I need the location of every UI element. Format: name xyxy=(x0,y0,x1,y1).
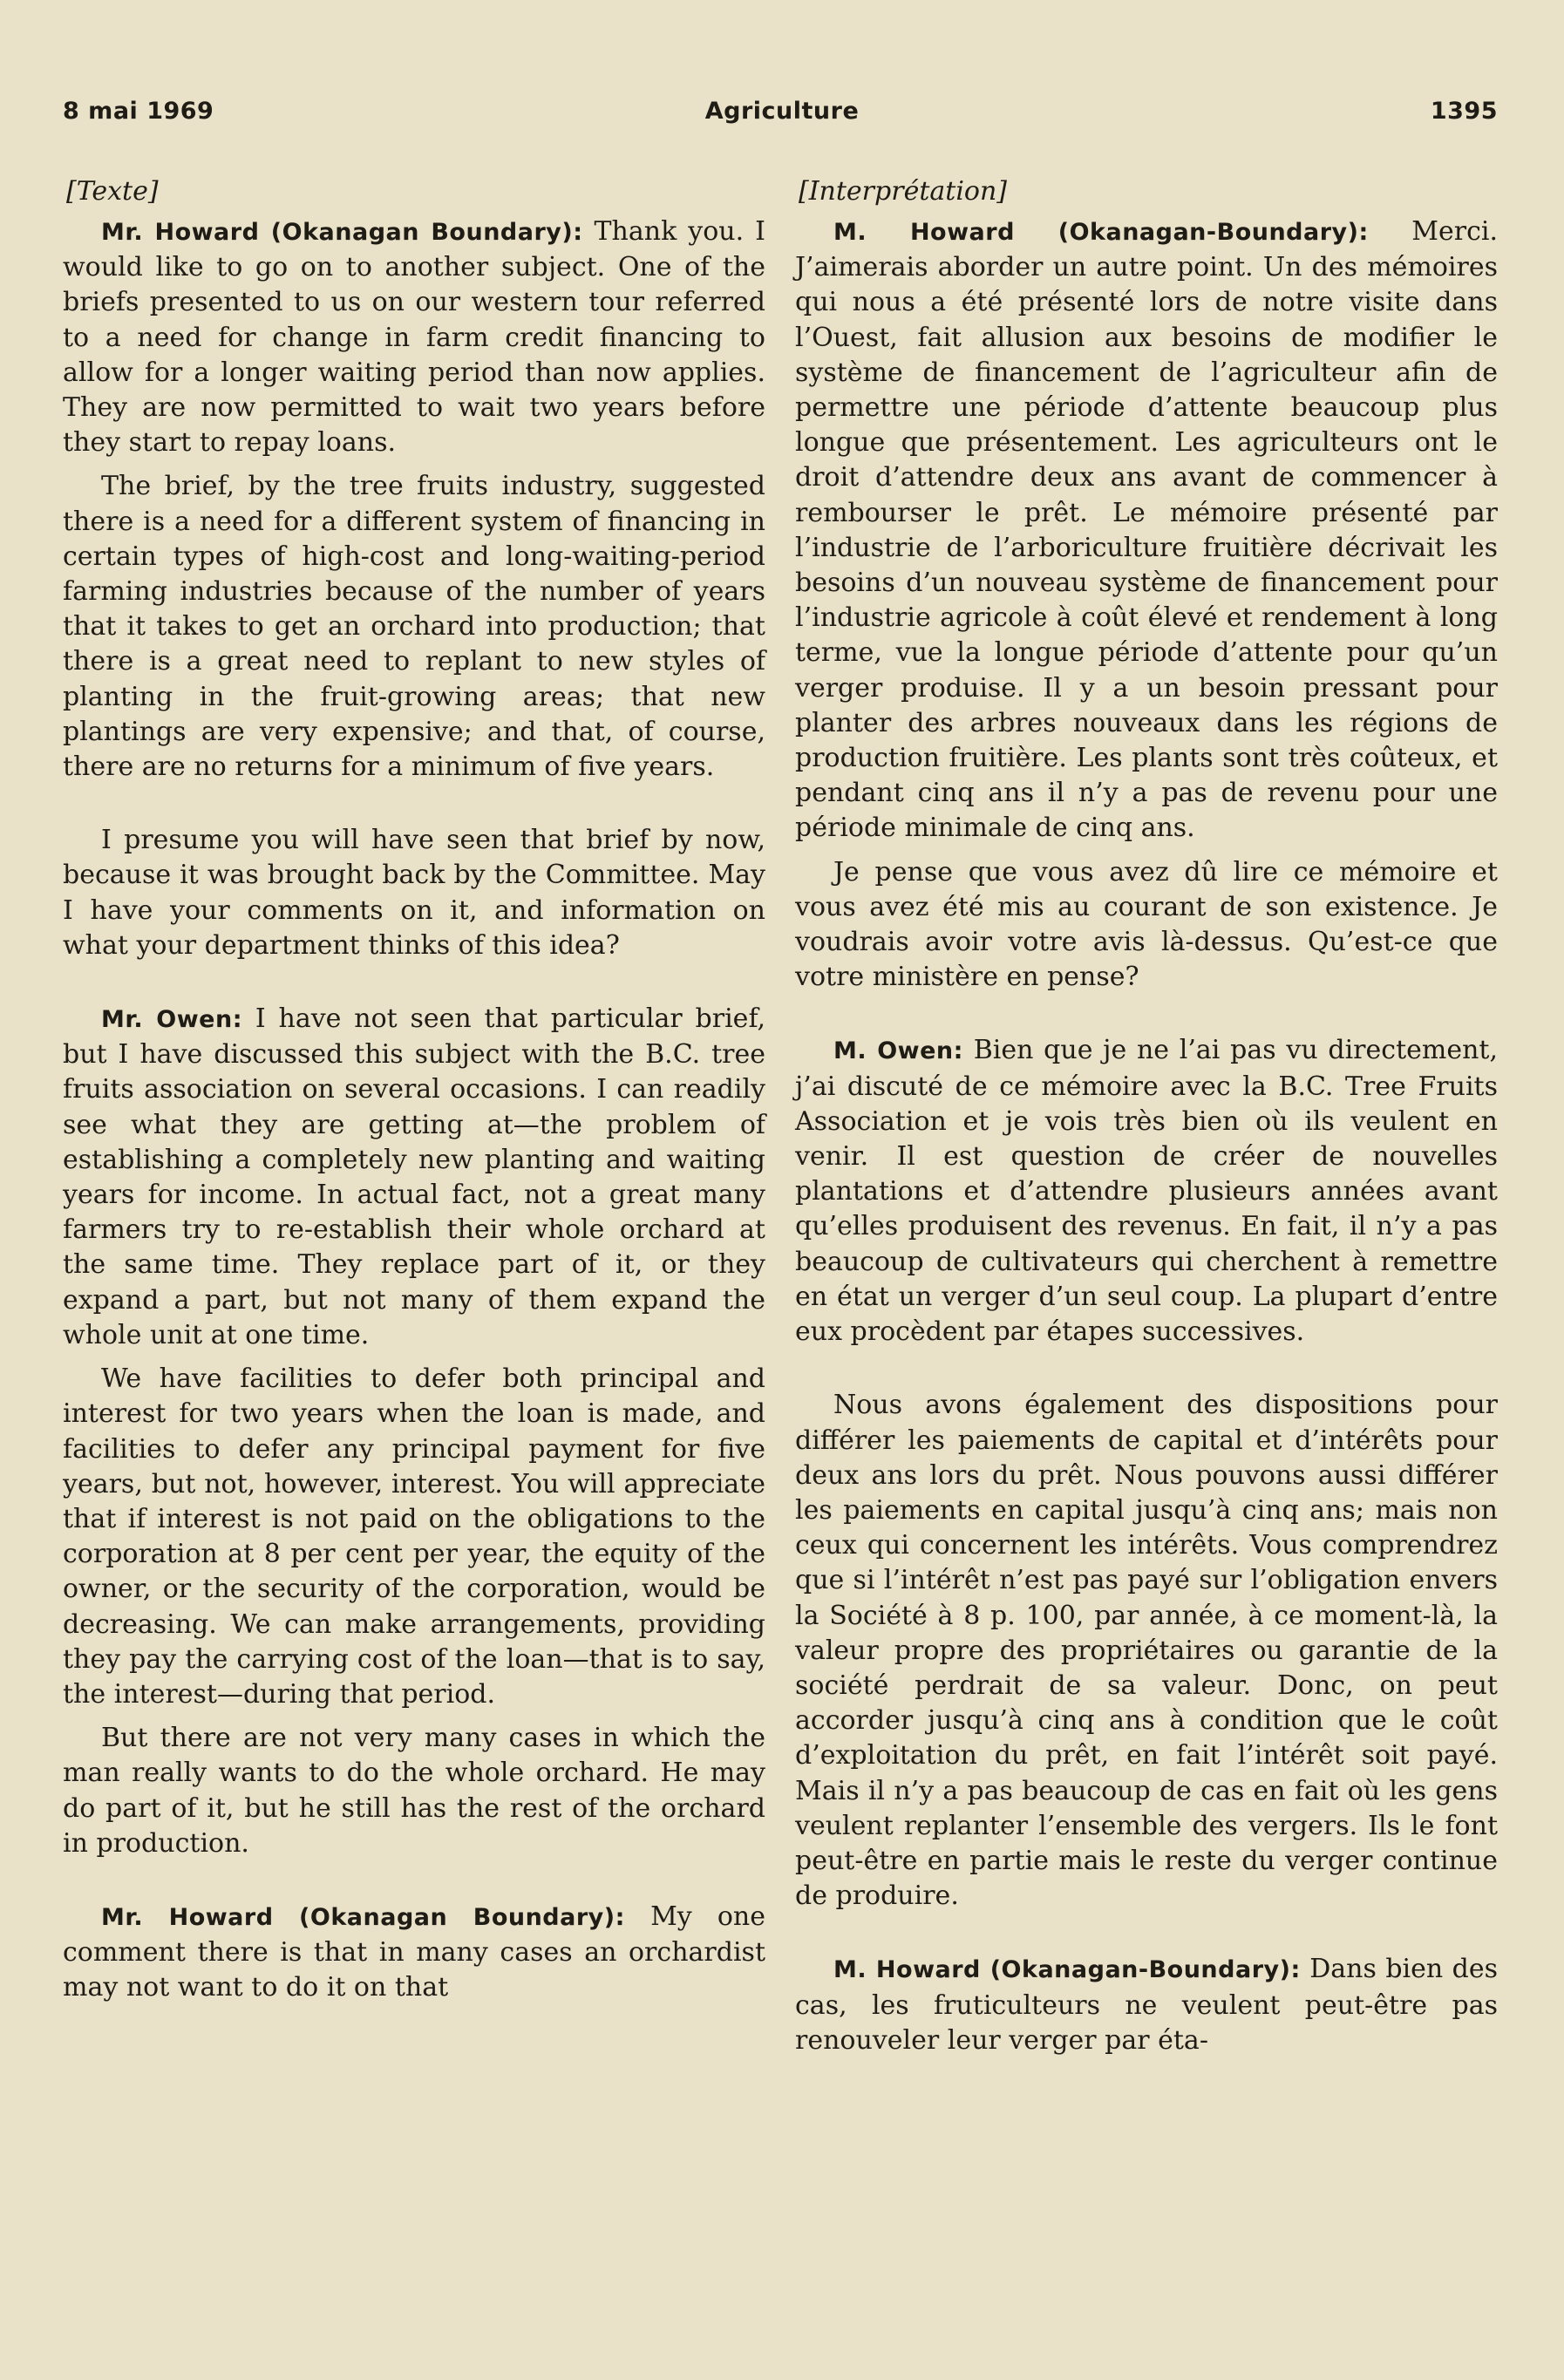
paragraph xyxy=(63,469,765,785)
paragraph xyxy=(63,1362,765,1712)
paragraph xyxy=(63,214,765,460)
paragraph-text: But there are not very many cases in which the man really wants to do the whole orchard. He may do part of it, but he still has the rest of the orchard in production. xyxy=(63,1723,765,1859)
speaker-name: Mr. Owen: xyxy=(101,1006,243,1034)
paragraph-text: Bien que je ne l’ai pas vu directement, j’ai discuté de ce mémoire avec la B.C. Tree Fruits Association et je vois très bien où ils veulent en venir. Il est question de créer de nouvelles plantations et d’attendre plusieurs années avant qu’elles produisent des revenus. En fait, il n’y a pas beaucoup de cultivateurs qui cherchent à remettre en état un verger d’un seul coup. La plupart d’entre eux procèdent par étapes successives. xyxy=(795,1035,1498,1348)
paragraph xyxy=(63,1721,765,1861)
paragraph-text: I have not seen that particular brief, but I have discussed this subject with the B.C. tree fruits association on several occasions. I can readily see what they are getting at—the problem of establishing a completely new planting and waiting years for income. In actual fact, not a great many farmers try to re-establish their whole orchard at the same time. They replace part of it, or they expand a part, but not many of them expand the whole unit at one time. xyxy=(63,1003,766,1350)
paragraph xyxy=(795,1952,1498,2058)
speaker-name: M. Howard (Okanagan-Boundary): xyxy=(833,1956,1301,1984)
paragraph xyxy=(795,1033,1498,1350)
paragraph-text: Je pense que vous avez dû lire ce mémoire et vous avez été mis au courant de son existence. Je voudrais avoir votre avis là-dessus. Qu’est-ce que votre ministère en pense? xyxy=(795,856,1498,993)
paragraph xyxy=(63,823,765,963)
page-number: 1395 xyxy=(1430,98,1498,125)
language-tag: [Interprétation] xyxy=(799,176,1008,207)
speaker-name: M. Owen: xyxy=(833,1037,963,1065)
paragraph-text: My one comment there is that in many cases an orchardist may not want to do it on that xyxy=(63,1901,766,2003)
paragraph-text: Nous avons également des dispositions pour différer les paiements de capital et d’intérêts pour deux ans lors du prêt. Nous pouvons aussi différer les paiements en capital jusqu’à cinq ans; mais non ceux qui concernent les intérêts. Vous comprendrez que si l’intérêt n’est pas payé sur l’obligation envers la Société à 8 p. 100, par année, à ce moment-là, la valeur propre des propriétaires ou garantie de la société perdrait de sa valeur. Donc, on peut accorder jusqu’à cinq ans à condition que le coût d’exploitation du prêt, en fait l’intérêt soit payé. Mais il n’y a pas beaucoup de cas en fait où les gens veulent replanter l’ensemble des vergers. Ils le font peut-être en partie mais le reste du verger continue de produire. xyxy=(795,1390,1498,1912)
paragraph xyxy=(795,1388,1498,1914)
speaker-name: Mr. Howard (Okanagan Boundary): xyxy=(101,219,583,246)
paragraph xyxy=(795,855,1498,996)
paragraph-text: Dans bien des cas, les fruticulteurs ne veulent peut-être pas renouveler leur verger par éta- xyxy=(795,1954,1498,2056)
paragraph-text: Thank you. I would like to go on to another subject. One of the briefs presented to us on our western tour referred to a need for change in farm credit financing to allow for a longer waiting period than now applies. They are now permitted to wait two years before they start to repay loans. xyxy=(63,216,766,459)
paragraph xyxy=(795,214,1498,847)
date: 8 mai 1969 xyxy=(63,98,214,125)
speaker-name: Mr. Howard (Okanagan Boundary): xyxy=(101,1903,625,1931)
paragraph-text: We have facilities to defer both principal and interest for two years when the loan is made, and facilities to defer any principal payment for five years, but not, however, interest. You will appreciate that if interest is not paid on the obligations to the corporation at 8 per cent per year, the equity of the owner, or the security of the corporation, would be decreasing. We can make arrangements, providing they pay the carrying cost of the loan—that is to say, the interest—during that period. xyxy=(63,1363,765,1710)
paragraph-text: I presume you will have seen that brief by now, because it was brought back by the Committee. May I have your comments on it, and information on what your department thinks of this idea? xyxy=(63,825,765,961)
language-tag: [Texte] xyxy=(66,176,159,207)
paragraph xyxy=(63,1002,765,1353)
section-title: Agriculture xyxy=(704,98,860,125)
french-column xyxy=(795,174,1498,2058)
page-header xyxy=(0,98,1564,133)
english-column xyxy=(63,174,765,2006)
paragraph xyxy=(63,1900,765,2006)
paragraph-text: Merci. J’aimerais aborder un autre point. Un des mémoires qui nous a été présenté lors de notre visite dans l’Ouest, fait allusion aux besoins de modifier le système de financement de l’agriculteur afin de permettre une période d’attente beaucoup plus longue que présentement. Les agriculteurs ont le droit d’attendre deux ans avant de commencer à rembourser le prêt. Le mémoire présenté par l’industrie de l’arboriculture fruitière décrivait les besoins d’un nouveau système de financement pour l’industrie agricole à coût élevé et rendement à long terme, vue la longue période d’attente pour qu’un verger produise. Il y a un besoin pressant pour planter des arbres nouveaux dans les régions de production fruitière. Les plants sont très coûteux, et pendant cinq ans il n’y a pas de revenu pour une période minimale de cinq ans. xyxy=(795,216,1499,844)
paragraph-text: The brief, by the tree fruits industry, suggested there is a need for a different system of financing in certain types of high-cost and long-waiting-period farming industries because of the number of years that it takes to get an orchard into production; that there is a great need to replant to new styles of planting in the fruit-growing areas; that new plantings are very expensive; and that, of course, there are no returns for a minimum of five years. xyxy=(63,471,765,783)
speaker-name: M. Howard (Okanagan-Boundary): xyxy=(833,219,1369,246)
